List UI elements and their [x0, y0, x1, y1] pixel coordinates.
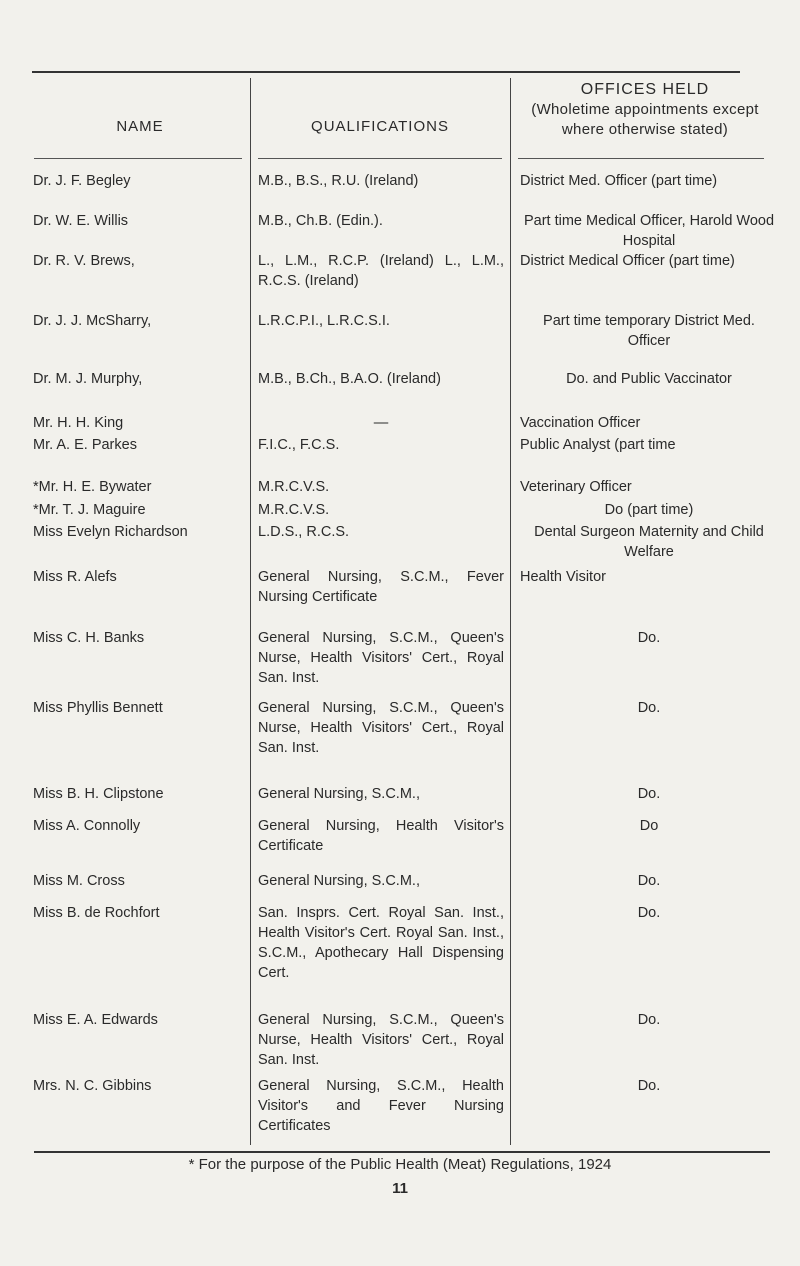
staff-qualifications: San. Insprs. Cert. Royal San. Inst., Health Visitor's Cert. Royal San. Inst., S.C.M., Apothecary Hall Dispensing Cert. — [258, 905, 504, 981]
column-divider-2 — [510, 78, 511, 1145]
staff-office: Part time Medical Officer, Harold Wood Hospital — [523, 213, 775, 249]
staff-office: District Medical Officer (part time) — [520, 253, 735, 269]
staff-office: Vaccination Officer — [520, 415, 641, 431]
header-offices — [515, 80, 775, 140]
staff-name: Dr. J. J. McSharry, — [33, 313, 152, 329]
staff-qualifications: M.R.C.V.S. — [258, 502, 330, 518]
staff-office: Public Analyst (part time — [520, 437, 676, 453]
header-rule-qualifications — [258, 158, 502, 159]
staff-qualifications: General Nursing, S.C.M., Queen's Nurse, Health Visitors' Cert., Royal San. Inst. — [258, 700, 504, 756]
staff-name: *Mr. T. J. Maguire — [33, 502, 146, 518]
staff-name: Miss E. A. Edwards — [33, 1012, 158, 1028]
staff-qualifications: M.R.C.V.S. — [258, 479, 330, 495]
staff-office: Do — [639, 818, 659, 834]
header-offices-title: OFFICES HELD — [580, 81, 710, 98]
staff-office: Do. — [637, 786, 661, 802]
staff-qualifications: L.D.S., R.C.S. — [258, 524, 350, 540]
header-qualifications: QUALIFICATIONS — [311, 118, 449, 135]
footnote: * For the purpose of the Public Health (Meat) Regulations, 1924 — [188, 1156, 612, 1173]
header-rule-name — [34, 158, 242, 159]
staff-name: Miss B. H. Clipstone — [33, 786, 164, 802]
staff-office: Do. — [637, 630, 661, 646]
table-bottom-rule — [34, 1151, 770, 1153]
staff-name: Mrs. N. C. Gibbins — [33, 1078, 152, 1094]
staff-qualifications: M.B., B.Ch., B.A.O. (Ireland) — [258, 371, 441, 387]
staff-qualifications: L., L.M., R.C.P. (Ireland) L., L.M., R.C.S. (Ireland) — [258, 253, 504, 289]
staff-office: Dental Surgeon Maternity and Child Welfare — [534, 524, 764, 560]
staff-name: *Mr. H. E. Bywater — [33, 479, 152, 495]
header-name: NAME — [116, 118, 164, 135]
staff-qualifications: General Nursing, S.C.M., Queen's Nurse, Health Visitors' Cert., Royal San. Inst. — [258, 1012, 504, 1068]
staff-office: Part time temporary District Med. Officer — [543, 313, 755, 349]
staff-qualifications: General Nursing, S.C.M., — [258, 873, 420, 889]
staff-office: Do. and Public Vaccinator — [566, 371, 732, 387]
staff-name: Miss Phyllis Bennett — [33, 700, 163, 716]
staff-office: Health Visitor — [520, 569, 606, 585]
header-offices-subtitle: (Wholetime appointments except where otherwise stated) — [531, 101, 759, 138]
staff-qualifications: General Nursing, Health Visitor's Certificate — [258, 818, 504, 854]
staff-office: Do. — [637, 873, 661, 889]
staff-name: Dr. W. E. Willis — [33, 213, 129, 229]
staff-qualifications: General Nursing, S.C.M., Queen's Nurse, Health Visitors' Cert., Royal San. Inst. — [258, 630, 504, 686]
staff-name: Miss A. Connolly — [33, 818, 141, 834]
staff-office: Do (part time) — [604, 502, 694, 518]
staff-qualifications: M.B., B.S., R.U. (Ireland) — [258, 173, 419, 189]
staff-name: Miss Evelyn Richardson — [33, 524, 188, 540]
staff-qualifications: General Nursing, S.C.M., Health Visitor's and Fever Nursing Certificates — [258, 1078, 504, 1134]
staff-office: Do. — [637, 1012, 661, 1028]
staff-name: Miss C. H. Banks — [33, 630, 145, 646]
staff-name: Miss B. de Rochfort — [33, 905, 160, 921]
staff-office: Do. — [637, 700, 661, 716]
staff-qualifications: General Nursing, S.C.M., — [258, 786, 420, 802]
staff-office: District Med. Officer (part time) — [520, 173, 718, 189]
staff-name: Dr. R. V. Brews, — [33, 253, 135, 269]
column-divider-1 — [250, 78, 251, 1145]
staff-qualifications: M.B., Ch.B. (Edin.). — [258, 213, 383, 229]
staff-office: Veterinary Officer — [520, 479, 632, 495]
staff-office: Do. — [637, 1078, 661, 1094]
page-number: 11 — [392, 1180, 408, 1197]
staff-name: Mr. A. E. Parkes — [33, 437, 137, 453]
staff-office: Do. — [637, 905, 661, 921]
header-rule-offices — [518, 158, 764, 159]
staff-qualifications: L.R.C.P.I., L.R.C.S.I. — [258, 313, 390, 329]
staff-qualifications: — — [373, 415, 389, 431]
staff-name: Miss M. Cross — [33, 873, 125, 889]
staff-qualifications: F.I.C., F.C.S. — [258, 437, 340, 453]
table-top-rule — [32, 71, 740, 73]
staff-name: Miss R. Alefs — [33, 569, 117, 585]
staff-name: Mr. H. H. King — [33, 415, 124, 431]
staff-name: Dr. M. J. Murphy, — [33, 371, 143, 387]
staff-qualifications: General Nursing, S.C.M., Fever Nursing Certificate — [258, 569, 504, 605]
staff-name: Dr. J. F. Begley — [33, 173, 131, 189]
